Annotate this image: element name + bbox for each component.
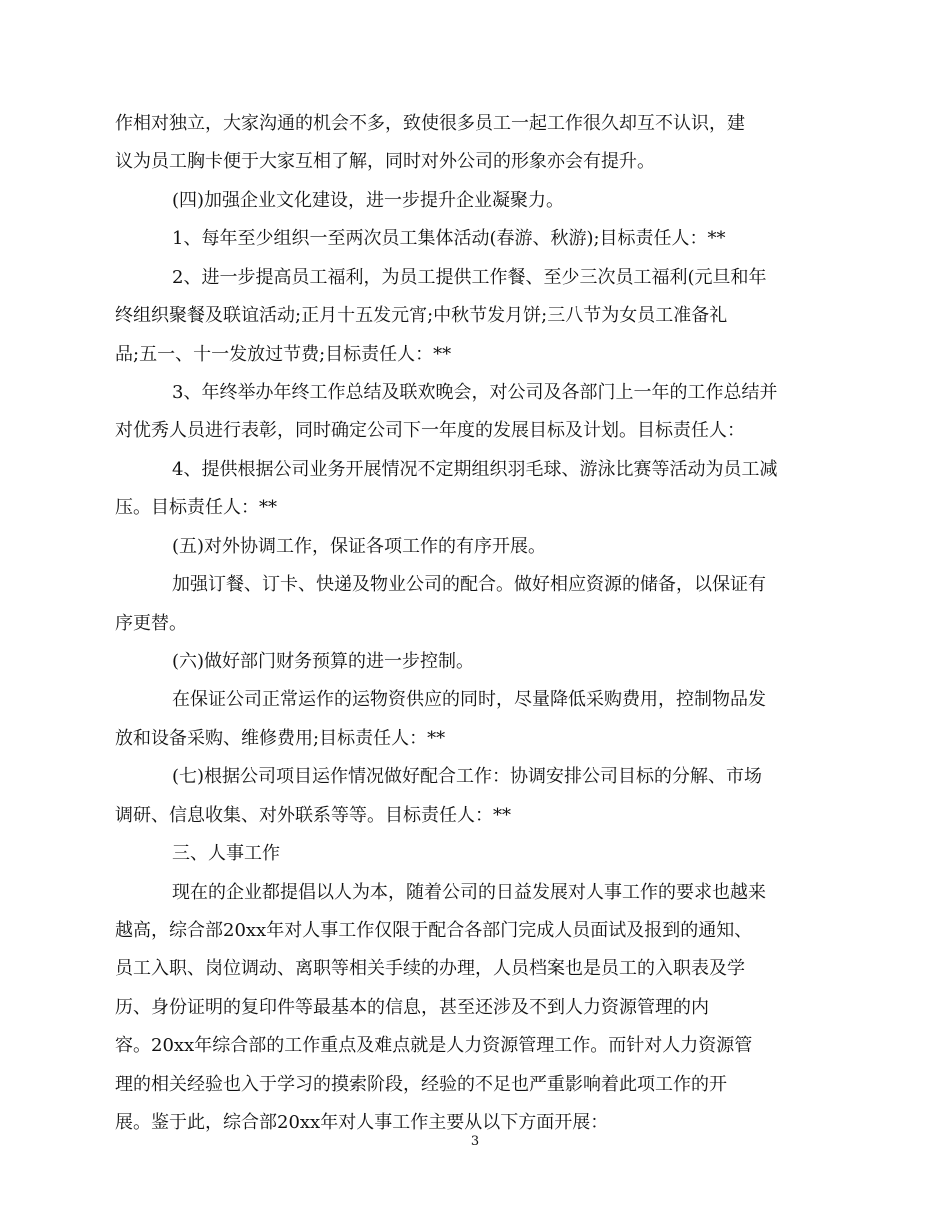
text-line: 理的相关经验也入于学习的摸索阶段，经验的不足也严重影响着此项工作的开 xyxy=(115,1074,727,1095)
text-line: 议为员工胸卡便于大家互相了解，同时对外公司的形象亦会有提升。 xyxy=(115,151,655,172)
text-line: 加强订餐、订卡、快递及物业公司的配合。做好相应资源的储备，以保证有 xyxy=(172,574,766,595)
text-line: 在保证公司正常运作的运物资供应的同时，尽量降低采购费用，控制物品发 xyxy=(172,689,766,710)
text-line: 容。20xx年综合部的工作重点及难点就是人力资源管理工作。而针对人力资源管 xyxy=(115,1035,753,1056)
text-line: 展。鉴于此，综合部20xx年对人事工作主要从以下方面开展： xyxy=(115,1112,609,1133)
text-line: 作相对独立，大家沟通的机会不多，致使很多员工一起工作很久却互不认识，建 xyxy=(115,113,745,134)
text-line: 调研、信息收集、对外联系等等。目标责任人：** xyxy=(115,805,511,826)
text-line: 1、每年至少组织一至两次员工集体活动(春游、秋游);目标责任人：** xyxy=(172,228,726,249)
text-line: 员工入职、岗位调动、离职等相关手续的办理，人员档案也是员工的入职表及学 xyxy=(115,958,745,979)
text-line: 越高，综合部20xx年对人事工作仅限于配合各部门完成人员面试及报到的通知、 xyxy=(115,920,753,941)
text-line: 品;五一、十一发放过节费;目标责任人：** xyxy=(115,344,452,365)
section-heading: (六)做好部门财务预算的进一步控制。 xyxy=(172,651,475,672)
chapter-heading: 三、人事工作 xyxy=(172,843,280,864)
text-line: 压。目标责任人：** xyxy=(115,497,277,518)
section-heading: (四)加强企业文化建设，进一步提升企业凝聚力。 xyxy=(172,190,565,211)
text-line: 序更替。 xyxy=(115,613,187,634)
text-line: 现在的企业都提倡以人为本，随着公司的日益发展对人事工作的要求也越来 xyxy=(172,882,766,903)
text-line: 2、进一步提高员工福利，为员工提供工作餐、至少三次员工福利(元旦和年 xyxy=(172,267,767,288)
text-line: 3、年终举办年终工作总结及联欢晚会，对公司及各部门上一年的工作总结并 xyxy=(172,382,778,403)
section-heading: (五)对外协调工作，保证各项工作的有序开展。 xyxy=(172,536,547,557)
text-line: 4、提供根据公司业务开展情况不定期组织羽毛球、游泳比赛等活动为员工减 xyxy=(172,459,778,480)
text-line: 放和设备采购、维修费用;目标责任人：** xyxy=(115,728,446,749)
page-number: 3 xyxy=(470,1134,480,1149)
text-line: 终组织聚餐及联谊活动;正月十五发元宵;中秋节发月饼;三八节为女员工准备礼 xyxy=(115,305,728,326)
section-heading: (七)根据公司项目运作情况做好配合工作：协调安排公司目标的分解、市场 xyxy=(172,766,763,787)
text-line: 历、身份证明的复印件等最基本的信息，甚至还涉及不到人力资源管理的内 xyxy=(115,997,709,1018)
text-line: 对优秀人员进行表彰，同时确定公司下一年度的发展目标及计划。目标责任人： xyxy=(115,420,745,441)
